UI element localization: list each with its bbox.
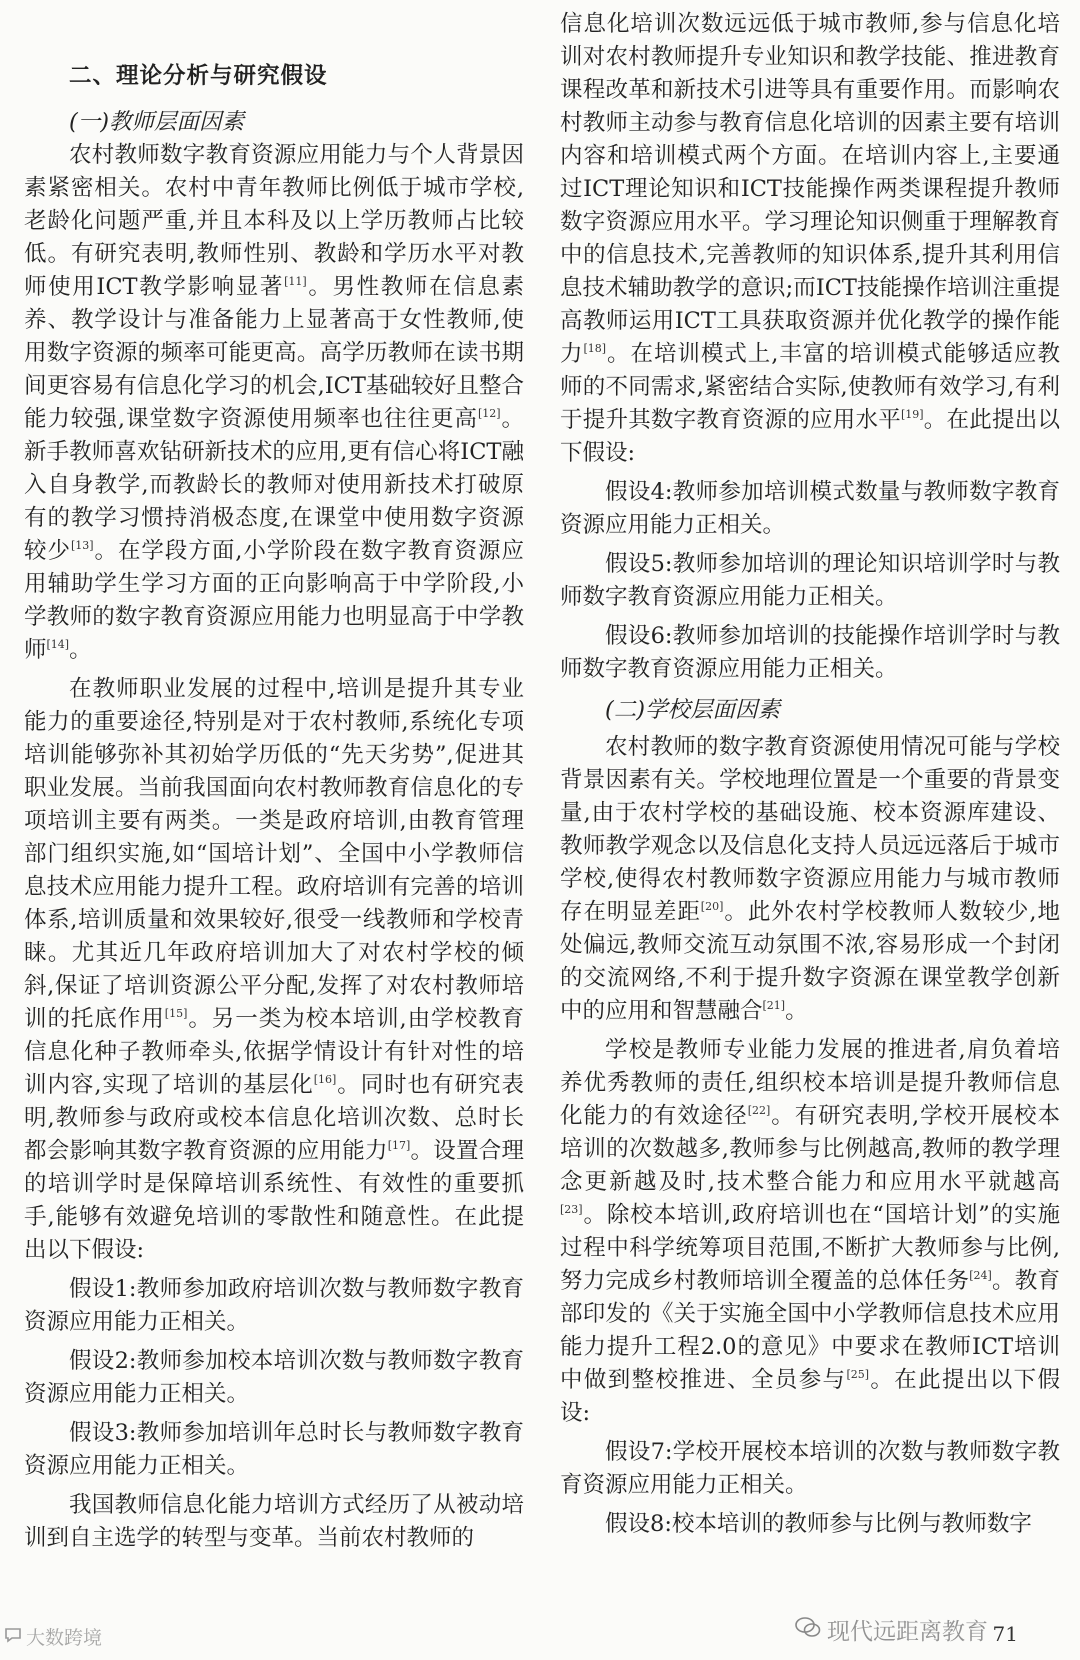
hypothesis-8: 假设8:校本培训的教师参与比例与教师数字 xyxy=(605,1511,1032,1537)
wechat-icon xyxy=(795,1616,821,1644)
hypothesis-2: 假设2:教师参加校本培训次数与教师数字教育资源应用能力正相关。 xyxy=(24,1348,524,1407)
text-run: 。新手教师喜欢钻研新技术的应用,更有信心将ICT融入自身教学,而教龄长的教师对使用新技术打破原有的教学习惯持消极态度,在课堂中使用数字资源较少 xyxy=(24,406,524,564)
citation-ref: [11] xyxy=(284,275,307,288)
text-run: 。同时也有研究表明,教师参与政府或校本信息化培训次数、总时长都会影响其数字教育资源的应用能力 xyxy=(24,1072,524,1164)
right-column xyxy=(560,8,1060,1541)
text-run: 农村教师数字教育资源应用能力与个人背景因素紧密相关。农村中青年教师比例低于城市学校,老龄化问题严重,并且本科及以上学历教师占比较低。有研究表明,教师性别、教龄和学历水平对教师使用ICT教学影响显著 xyxy=(24,142,524,300)
text-run: 。另一类为校本培训,由学校教育信息化种子教师牵头,依据学情设计有针对性的培训内容,实现了培训的基层化 xyxy=(24,1006,524,1098)
subsection-title-teacher-factors: (一)教师层面因素 xyxy=(69,109,245,135)
hypothesis-4: 假设4:教师参加培训模式数量与教师数字教育资源应用能力正相关。 xyxy=(560,479,1060,538)
text-run: 。男性教师在信息素养、教学设计与准备能力上显著高于女性教师,使用数字资源的频率可能更高。高学历教师在读书期间更容易有信息化学习的机会,ICT基础较好且整合能力较强,课堂数字资源使用频率也往往更高 xyxy=(24,274,524,432)
text-run: 。在此提出以下假设: xyxy=(560,1367,1060,1426)
left-column xyxy=(24,60,524,1555)
hypothesis-7: 假设7:学校开展校本培训的次数与教师数字教育资源应用能力正相关。 xyxy=(560,1439,1060,1498)
text-run: 。在培训模式上,丰富的培训模式能够适应教师的不同需求,紧密结合实际,使教师有效学习,有利于提升其数字教育资源的应用水平 xyxy=(560,341,1060,433)
citation-ref: [20] xyxy=(700,900,724,913)
hypothesis-1: 假设1:教师参加政府培训次数与教师数字教育资源应用能力正相关。 xyxy=(24,1276,524,1335)
citation-ref: [22] xyxy=(747,1104,771,1117)
citation-ref: [21] xyxy=(762,999,786,1012)
subsection-title-school-factors: (二)学校层面因素 xyxy=(605,697,781,723)
paragraph xyxy=(24,139,524,667)
text-run: 。 xyxy=(785,998,808,1024)
paragraph xyxy=(560,8,1060,470)
citation-ref: [13] xyxy=(70,539,94,552)
citation-ref: [19] xyxy=(900,408,924,421)
paragraph: 我国教师信息化能力培训方式经历了从被动培训到自主选学的转型与变革。当前农村教师的 xyxy=(24,1492,524,1551)
chat-bubble-icon xyxy=(4,1626,22,1648)
text-run: 。此外农村学校教师人数较少,地处偏远,教师交流互动氛围不浓,容易形成一个封闭的交流网络,不利于提升数字资源在课堂教学创新中的应用和智慧融合 xyxy=(560,899,1060,1024)
paragraph xyxy=(560,731,1060,1028)
watermark-left-text: 大数跨境 xyxy=(26,1627,103,1649)
page-number: 71 xyxy=(992,1622,1018,1646)
citation-ref: [15] xyxy=(164,1007,188,1020)
watermark-right xyxy=(795,1613,988,1646)
text-run: 。设置合理的培训学时是保障培训系统性、有效性的重要抓手,能够有效避免培训的零散性和随意性。在此提出以下假设: xyxy=(24,1138,524,1263)
text-run: 。在学段方面,小学阶段在数字教育资源应用辅助学生学习方面的正向影响高于中学阶段,小学教师的数字教育资源应用能力也明显高于中学教师 xyxy=(24,538,524,663)
text-run: 。除校本培训,政府培训也在“国培计划”的实施过程中科学统筹项目范围,不断扩大教师参与比例,努力完成乡村教师培训全覆盖的总体任务 xyxy=(560,1202,1060,1294)
citation-ref: [12] xyxy=(477,407,501,420)
text-run: 信息化培训次数远远低于城市教师,参与信息化培训对农村教师提升专业知识和教学技能、推进教育课程改革和新技术引进等具有重要作用。而影响农村教师主动参与教育信息化培训的因素主要有培训内容和培训模式两个方面。在培训内容上,主要通过ICT理论知识和ICT技能操作两类课程提升教师数字资源应用水平。学习理论知识侧重于理解教育中的信息技术,完善教师的知识体系,提升其利用信息技术辅助教学的意识;而ICT技能操作培训注重提高教师运用ICT工具获取资源并优化教学的操作能力 xyxy=(560,11,1060,367)
citation-ref: [23] xyxy=(560,1203,583,1216)
citation-ref: [16] xyxy=(313,1073,337,1086)
watermark-right-text: 现代远距离教育 xyxy=(827,1619,988,1645)
section-title: 二、理论分析与研究假设 xyxy=(69,63,328,89)
text-run: 学校是教师专业能力发展的推进者,肩负着培养优秀教师的责任,组织校本培训是提升教师信息化能力的有效途径 xyxy=(560,1037,1060,1129)
text-run: 。教育部印发的《关于实施全国中小学教师信息技术应用能力提升工程2.0的意见》中要求在教师ICT培训中做到整校推进、全员参与 xyxy=(560,1268,1060,1393)
text-run: 农村教师的数字教育资源使用情况可能与学校背景因素有关。学校地理位置是一个重要的背景变量,由于农村学校的基础设施、校本资源库建设、教师教学观念以及信息化支持人员远远落后于城市学校,使得农村教师数字资源应用能力与城市教师存在明显差距 xyxy=(560,734,1060,925)
text-run: 在教师职业发展的过程中,培训是提升其专业能力的重要途径,特别是对于农村教师,系统化专项培训能够弥补其初始学历低的“先天劣势”,促进其职业发展。当前我国面向农村教师教育信息化的专项培训主要有两类。一类是政府培训,由教育管理部门组织实施,如“国培计划”、全国中小学教师信息技术应用能力提升工程。政府培训有完善的培训体系,培训质量和效果较好,很受一线教师和学校青睐。尤其近几年政府培训加大了对农村学校的倾斜,保证了培训资源公平分配,发挥了对农村教师培训的托底作用 xyxy=(24,676,524,1032)
citation-ref: [25] xyxy=(846,1368,870,1381)
paragraph xyxy=(560,1034,1060,1430)
text-run: 。 xyxy=(69,637,92,663)
text-run: 。在此提出以下假设: xyxy=(560,407,1060,466)
citation-ref: [18] xyxy=(583,342,607,355)
watermark-left xyxy=(4,1623,102,1650)
citation-ref: [14] xyxy=(46,638,70,651)
text-run: 。有研究表明,学校开展校本培训的次数越多,教师参与比例越高,教师的教学理念更新越及时,技术整合能力和应用水平就越高 xyxy=(560,1103,1060,1195)
paragraph xyxy=(24,673,524,1267)
citation-ref: [17] xyxy=(387,1139,411,1152)
hypothesis-5: 假设5:教师参加培训的理论知识培训学时与教师数字教育资源应用能力正相关。 xyxy=(560,551,1060,610)
citation-ref: [24] xyxy=(969,1269,992,1282)
hypothesis-3: 假设3:教师参加培训年总时长与教师数字教育资源应用能力正相关。 xyxy=(24,1420,524,1479)
hypothesis-6: 假设6:教师参加培训的技能操作培训学时与教师数字教育资源应用能力正相关。 xyxy=(560,623,1060,682)
